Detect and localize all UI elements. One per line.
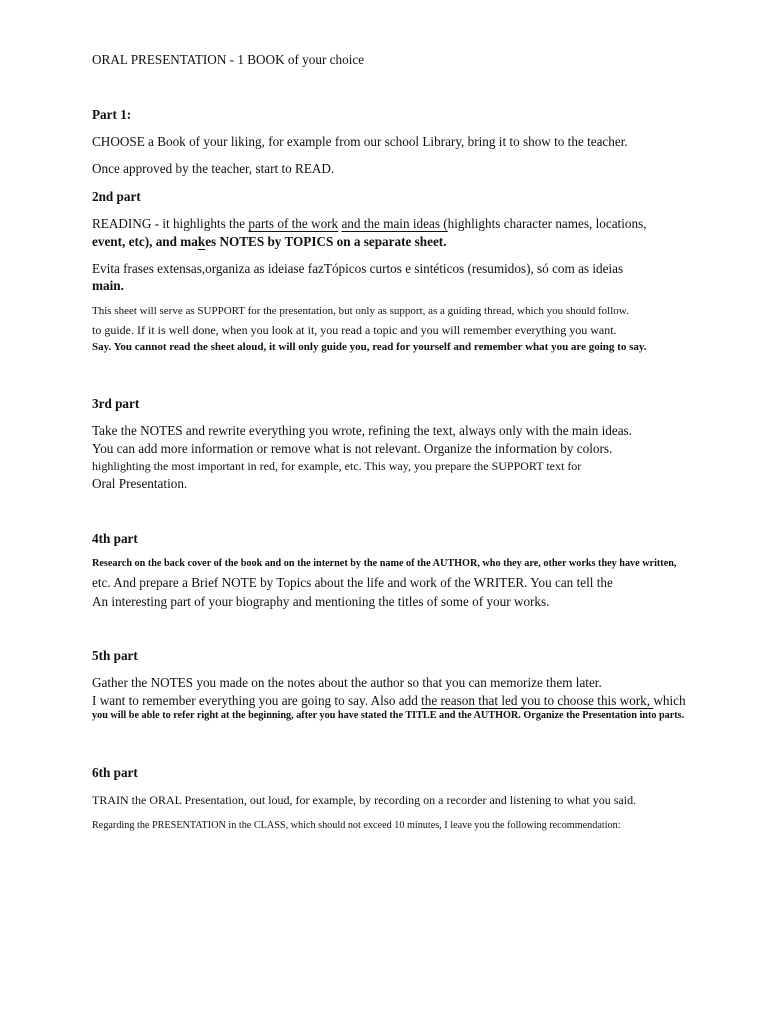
document-title: ORAL PRESENTATION - 1 BOOK of your choice	[92, 52, 365, 67]
part5-line1: Gather the NOTES you made on the notes about the author so that you can memorize them later.	[92, 675, 602, 690]
part6-heading: 6th part	[92, 765, 138, 780]
part2-support-line3: Say. You cannot read the sheet aloud, it will only guide you, read for yourself and remember what you are going to say.	[92, 341, 647, 353]
part2-pt-line2: main.	[92, 278, 124, 293]
part4-heading: 4th part	[92, 531, 138, 546]
part6-line1: TRAIN the ORAL Presentation, out loud, for example, by recording on a recorder and listening to what you said.	[92, 793, 637, 807]
part3-line2: You can add more information or remove what is not relevant. Organize the information by colors.	[92, 441, 613, 456]
underlined-reason: the reason that led you to choose this work,	[421, 693, 654, 708]
part4-line2: etc. And prepare a Brief NOTE by Topics about the life and work of the WRITER. You can tell the	[92, 575, 613, 590]
part3-line4: Oral Presentation.	[92, 476, 188, 491]
reading-line2-end: es NOTES by TOPICS on a separate sheet.	[205, 234, 447, 249]
part5-line3: you will be able to refer right at the beginning, after you have stated the TITLE and the AUTHOR. Organize the Presentation into parts.	[92, 710, 685, 721]
reading-line2-start: event, etc), and ma	[92, 234, 198, 249]
part5-line2-start: I want to remember everything you are going to say. Also add	[92, 693, 422, 708]
underlined-main-ideas: and the main ideas (	[341, 216, 448, 231]
part5-line2	[92, 694, 686, 707]
part2-reading-line2	[92, 235, 447, 248]
reading-text-end: highlights character names, locations,	[447, 216, 647, 231]
part4-line1: Research on the back cover of the book and on the internet by the name of the AUTHOR, who they are, other works they have written,	[92, 558, 677, 569]
part3-heading: 3rd part	[92, 396, 140, 411]
part5-heading: 5th part	[92, 648, 138, 663]
part3-line3: highlighting the most important in red, for example, etc. This way, you prepare the SUPPORT text for	[92, 459, 582, 473]
part2-reading-line1	[92, 217, 647, 230]
part1-line1: CHOOSE a Book of your liking, for example from our school Library, bring it to show to the teacher.	[92, 134, 628, 149]
underlined-k: k	[197, 234, 206, 249]
part5-line2-end: which	[653, 693, 686, 708]
part6-line2: Regarding the PRESENTATION in the CLASS, which should not exceed 10 minutes, I leave you the following recommendation:	[92, 820, 621, 831]
part2-support-line2: to guide. If it is well done, when you look at it, you read a topic and you will remember everything you want.	[92, 323, 617, 337]
part1-line2: Once approved by the teacher, start to READ.	[92, 161, 335, 176]
underlined-parts-of-work: parts of the work	[248, 216, 339, 231]
part1-heading: Part 1:	[92, 107, 132, 122]
part2-pt-line1: Evita frases extensas,organiza as ideiase fazTópicos curtos e sintéticos (resumidos), só com as ideias	[92, 261, 624, 276]
part3-line1: Take the NOTES and rewrite everything you wrote, refining the text, always only with the main ideas.	[92, 423, 632, 438]
part2-support-line1: This sheet will serve as SUPPORT for the presentation, but only as support, as a guiding thread, which you should follow.	[92, 305, 629, 317]
part4-line3: An interesting part of your biography and mentioning the titles of some of your works.	[92, 594, 550, 609]
part2-heading: 2nd part	[92, 189, 141, 204]
reading-text-start: READING - it highlights the	[92, 216, 249, 231]
